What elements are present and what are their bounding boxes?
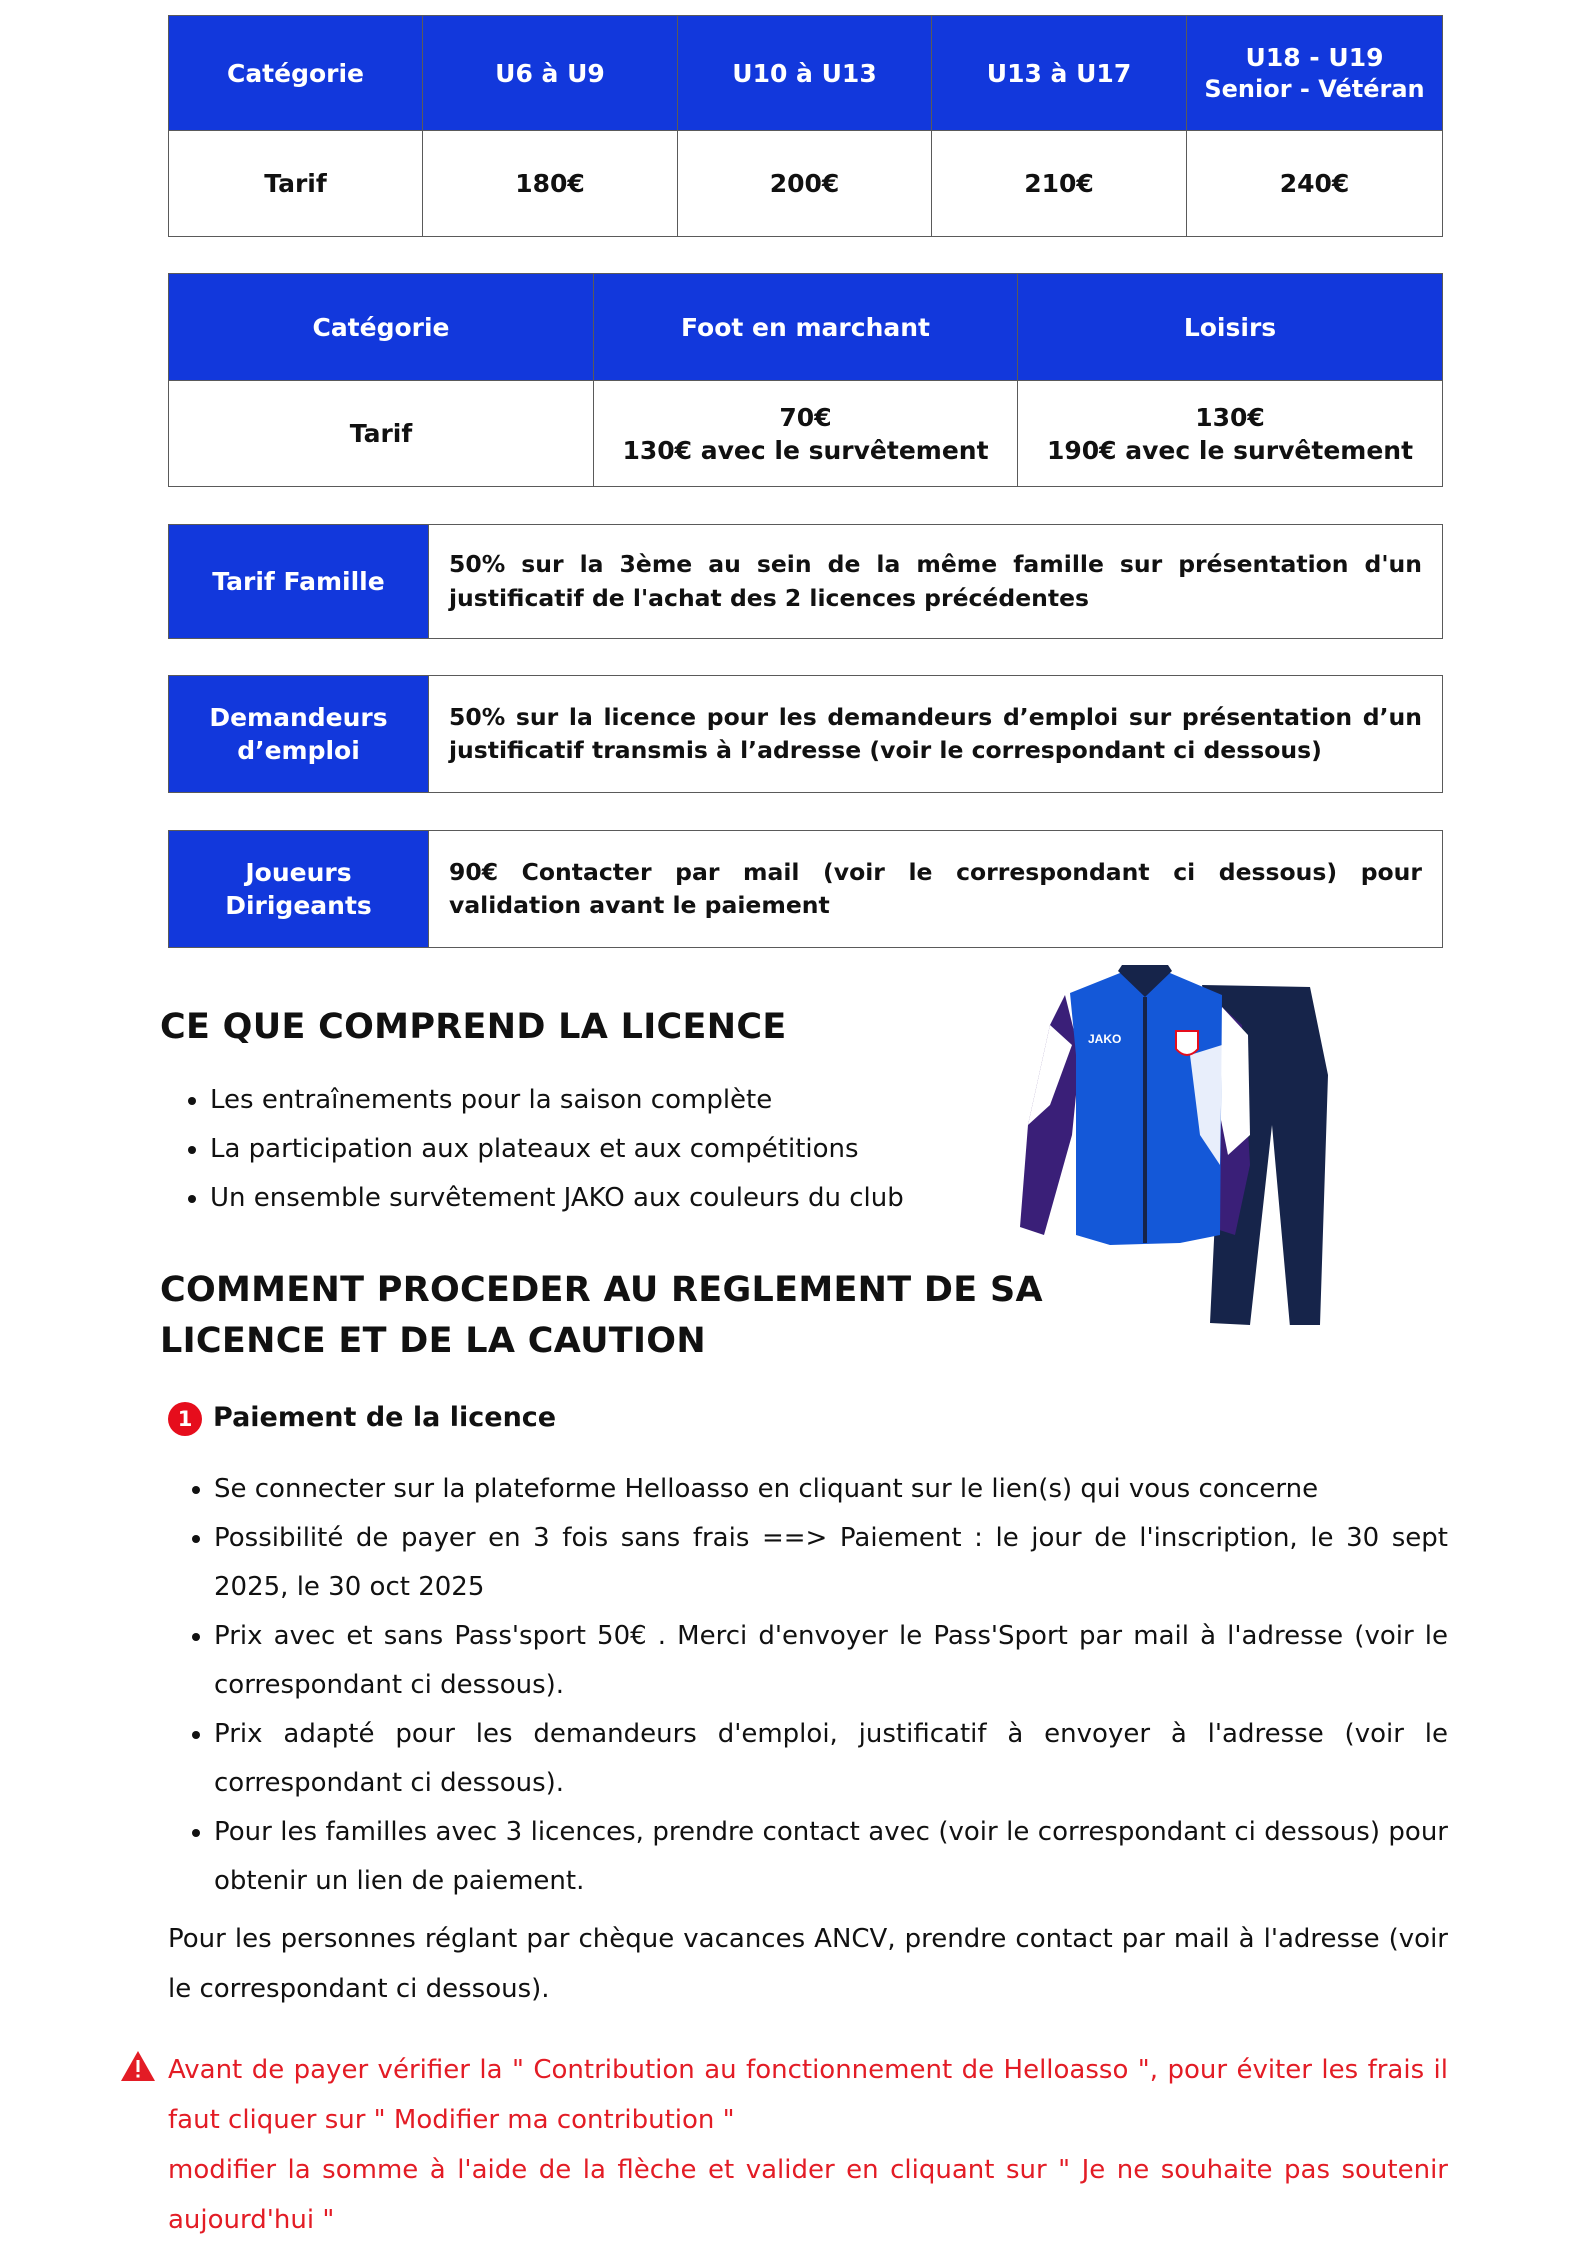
loisirs-price: 130€	[1195, 402, 1265, 432]
header-u10-u13: U10 à U13	[678, 16, 932, 131]
reglement-title-line2: LICENCE ET DE LA CAUTION	[160, 1320, 706, 1361]
list-item: Se connecter sur la plateforme Helloasso en cliquant sur le lien(s) qui vous concerne	[164, 1465, 1448, 1514]
tracksuit-image	[1010, 965, 1350, 1325]
reglement-title-line1: COMMENT PROCEDER AU REGLEMENT DE SA	[160, 1270, 1043, 1310]
list-item: Les entraînements pour la saison complète	[160, 1076, 980, 1125]
step-number-badge: 1	[168, 1402, 202, 1436]
header-categorie: Catégorie	[169, 16, 423, 131]
licence-section-title: CE QUE COMPREND LA LICENCE	[160, 1007, 787, 1047]
price-u18-senior: 240€	[1187, 131, 1443, 237]
list-item: Possibilité de payer en 3 fois sans frais ==> Paiement : le jour de l'inscription, le 30 sept 2025, le 30 oct 2025	[164, 1514, 1448, 1612]
price-foot-en-marchant	[594, 381, 1018, 487]
warning-block	[168, 2045, 1448, 2245]
dirigeants-text: 90€ Contacter par mail (voir le correspondant ci dessous) pour validation avant le paiement	[429, 831, 1443, 948]
dirigeants-label-line2: Dirigeants	[225, 891, 372, 920]
header-u6-u9: U6 à U9	[423, 16, 678, 131]
jacket-brand-label: JAKO	[1088, 1032, 1122, 1046]
warning-line1: Avant de payer vérifier la " Contribution au fonctionnement de Helloasso ", pour éviter les frais il faut cliquer sur " Modifier ma contribution "	[168, 2055, 1448, 2135]
price-loisirs	[1018, 381, 1443, 487]
reglement-section-title	[160, 1265, 1043, 1367]
tarif-table-loisirs	[168, 273, 1443, 487]
header-senior-veteran: Senior - Vétéran	[1204, 74, 1425, 103]
row-label-tarif: Tarif	[169, 131, 423, 237]
list-item: Pour les familles avec 3 licences, prendre contact avec (voir le correspondant ci dessous) pour obtenir un lien de paiement.	[164, 1808, 1448, 1906]
dirigeants-label	[169, 831, 429, 948]
header-categorie-2: Catégorie	[169, 274, 594, 381]
list-item: Prix avec et sans Pass'sport 50€ . Merci d'envoyer le Pass'Sport par mail à l'adresse (voir le correspondant ci dessous).	[164, 1612, 1448, 1710]
warning-line2: modifier la somme à l'aide de la flèche et valider en cliquant sur " Je ne souhaite pas soutenir aujourd'hui "	[168, 2155, 1448, 2235]
header-loisirs: Loisirs	[1018, 274, 1443, 381]
header-u18-senior	[1187, 16, 1443, 131]
header-u13-u17: U13 à U17	[932, 16, 1187, 131]
famille-label: Tarif Famille	[169, 525, 429, 639]
tarif-table-categories	[168, 15, 1443, 237]
list-item: Prix adapté pour les demandeurs d'emploi, justificatif à envoyer à l'adresse (voir le correspondant ci dessous).	[164, 1710, 1448, 1808]
loisirs-price-alt: 190€ avec le survêtement	[1046, 435, 1414, 465]
emploi-label	[169, 676, 429, 793]
list-item: Un ensemble survêtement JAKO aux couleurs du club	[160, 1174, 980, 1223]
header-foot-en-marchant: Foot en marchant	[594, 274, 1018, 381]
price-u6-u9: 180€	[423, 131, 678, 237]
emploi-label-line2: d’emploi	[237, 736, 360, 765]
price-u10-u13: 200€	[678, 131, 932, 237]
licence-items-list	[160, 1076, 980, 1223]
emploi-box	[168, 675, 1443, 793]
ancv-paragraph: Pour les personnes réglant par chèque vacances ANCV, prendre contact par mail à l'adresse (voir le correspondant ci dessous).	[168, 1924, 1448, 2004]
dirigeants-box	[168, 830, 1443, 948]
foot-price: 70€	[779, 402, 832, 432]
foot-price-alt: 130€ avec le survêtement	[622, 435, 989, 465]
famille-text: 50% sur la 3ème au sein de la même famille sur présentation d'un justificatif de l'achat des 2 licences précédentes	[429, 525, 1443, 639]
emploi-text: 50% sur la licence pour les demandeurs d’emploi sur présentation d’un justificatif transmis à l’adresse (voir le correspondant ci dessous)	[429, 676, 1443, 793]
emploi-label-line1: Demandeurs	[209, 703, 388, 732]
list-item: La participation aux plateaux et aux compétitions	[160, 1125, 980, 1174]
warning-icon	[120, 2050, 156, 2082]
club-crest-icon	[1176, 1031, 1198, 1055]
header-u18-u19: U18 - U19	[1245, 42, 1384, 72]
step-title: Paiement de la licence	[213, 1402, 557, 1433]
row-label-tarif-2: Tarif	[169, 381, 594, 487]
dirigeants-label-line1: Joueurs	[245, 858, 352, 887]
famille-box	[168, 524, 1443, 639]
price-u13-u17: 210€	[932, 131, 1187, 237]
payment-items-list	[164, 1465, 1448, 1906]
